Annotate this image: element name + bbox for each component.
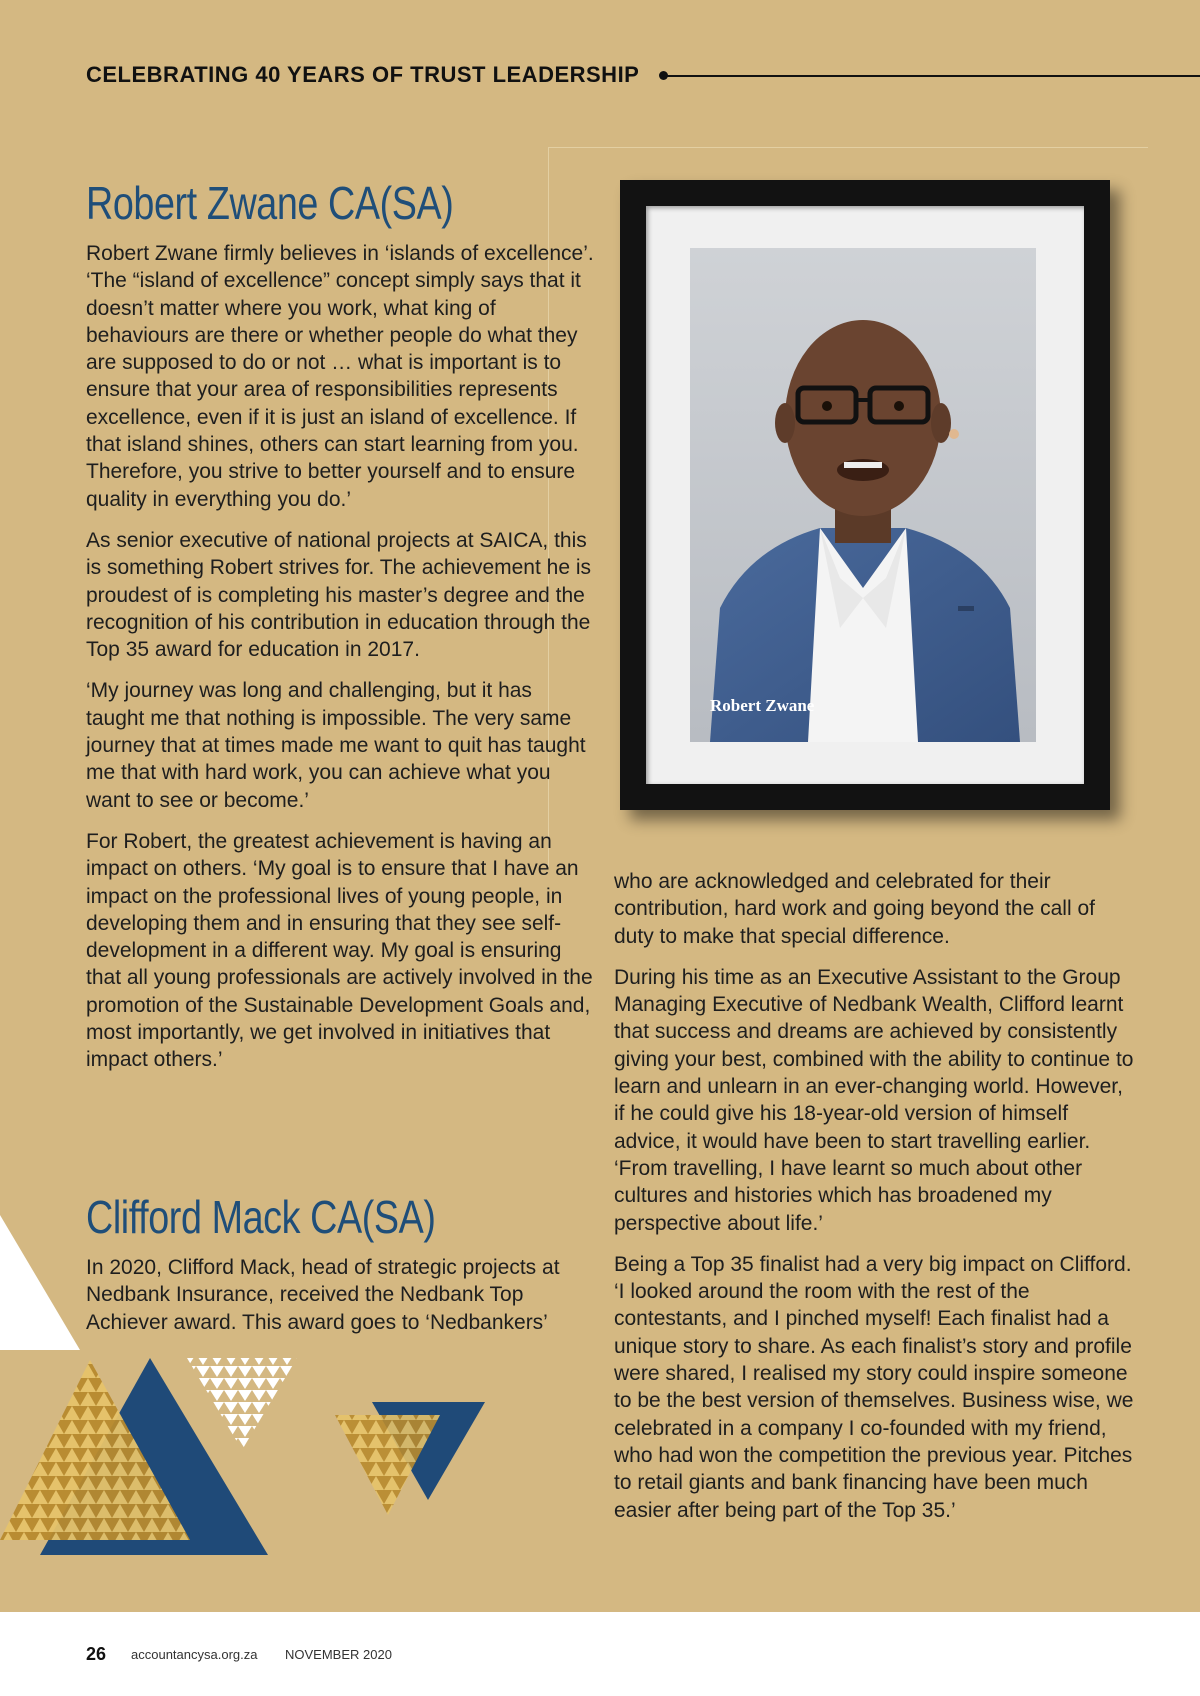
portrait-photo (690, 248, 1036, 742)
page-number: 26 (86, 1644, 107, 1664)
portrait-caption: Robert Zwane (710, 696, 815, 715)
section-header: CELEBRATING 40 YEARS OF TRUST LEADERSHIP (86, 62, 640, 87)
white-triangle (0, 1215, 80, 1350)
paragraph: who are acknowledged and celebrated for their contribution, hard work and going beyond the call of duty to make that special difference. (614, 870, 1095, 948)
paragraph: Being a Top 35 finalist had a very big impact on Clifford. ‘I looked around the room with the rest of the contestants, and I pinched myself! Each finalist had a unique story to share. As each finalist’s story and profile were shared, I realised my story could inspire someone to be the best version of themselves. Business wise, we celebrated in a company I co-founded with my friend, who had won the competition the previous year. Pitches to retail giants and bank financing have been much easier after being part of the Top 35.’ (614, 1252, 1134, 1522)
paragraph: Robert Zwane firmly believes in ‘islands of excellence’. ‘The “island of excellence” concept simply says that it doesn’t matter where you work, what king of behaviours are there or whether people do what they are supposed to do or not … what is important is to ensure that your area of responsibilities represents excellence, even if it is just an island of excellence. If that island shines, others can start learning from you. Therefore, you strive to better yourself and to ensure quality in everything you do.’ (86, 242, 594, 511)
clifford-mack-body-right (614, 868, 1134, 1538)
white-triangle-inverted (187, 1358, 297, 1450)
clifford-mack-heading: Clifford Mack CA(SA) (86, 1191, 436, 1243)
header-rule (665, 75, 1200, 77)
portrait-illustration (690, 248, 1036, 742)
issue-date: NOVEMBER 2020 (285, 1647, 392, 1662)
paragraph: For Robert, the greatest achievement is having an impact on others. ‘My goal is to ensure that I have an impact on the professional lives of young people, in developing them and in ensuring that they see self-development in a different way. My goal is ensuring that all young professionals are actively involved in the promotion of the Sustainable Development Goals and, most importantly, we get involved in initiatives that impact others.’ (86, 829, 593, 1072)
robert-zwane-heading: Robert Zwane CA(SA) (86, 177, 454, 229)
portrait-frame (620, 180, 1110, 810)
robert-zwane-body (86, 240, 596, 1088)
paragraph: During his time as an Executive Assistant to the Group Managing Executive of Nedbank Wealth, Clifford learnt that success and dreams are achieved by consistently giving your best, combined with the ability to continue to learn and unlearn in an ever-changing world. However, if he could give his 18-year-old version of himself advice, it would have been to start travelling earlier. ‘From travelling, I have learnt so much about other cultures and histories which has broadened my perspective about life.’ (614, 965, 1134, 1235)
paragraph: ‘My journey was long and challenging, but it has taught me that nothing is impossible. The very same journey that at times made me want to quit has taught me that with hard work, you can achieve what you want to see or become.’ (86, 679, 586, 812)
website-link[interactable]: accountancysa.org.za (131, 1647, 258, 1662)
decorative-triangles (0, 1210, 500, 1570)
paragraph: In 2020, Clifford Mack, head of strategic projects at Nedbank Insurance, received the Nedbank Top Achiever award. This award goes to ‘Nedbankers’ (86, 1256, 560, 1334)
divider-line (548, 147, 1148, 148)
paragraph: As senior executive of national projects at SAICA, this is something Robert strives for. The achievement he is proudest of is completing his master’s degree and the recognition of his contribution in education through the Top 35 award for education in 2017. (86, 528, 592, 662)
portrait-mat (646, 206, 1084, 784)
